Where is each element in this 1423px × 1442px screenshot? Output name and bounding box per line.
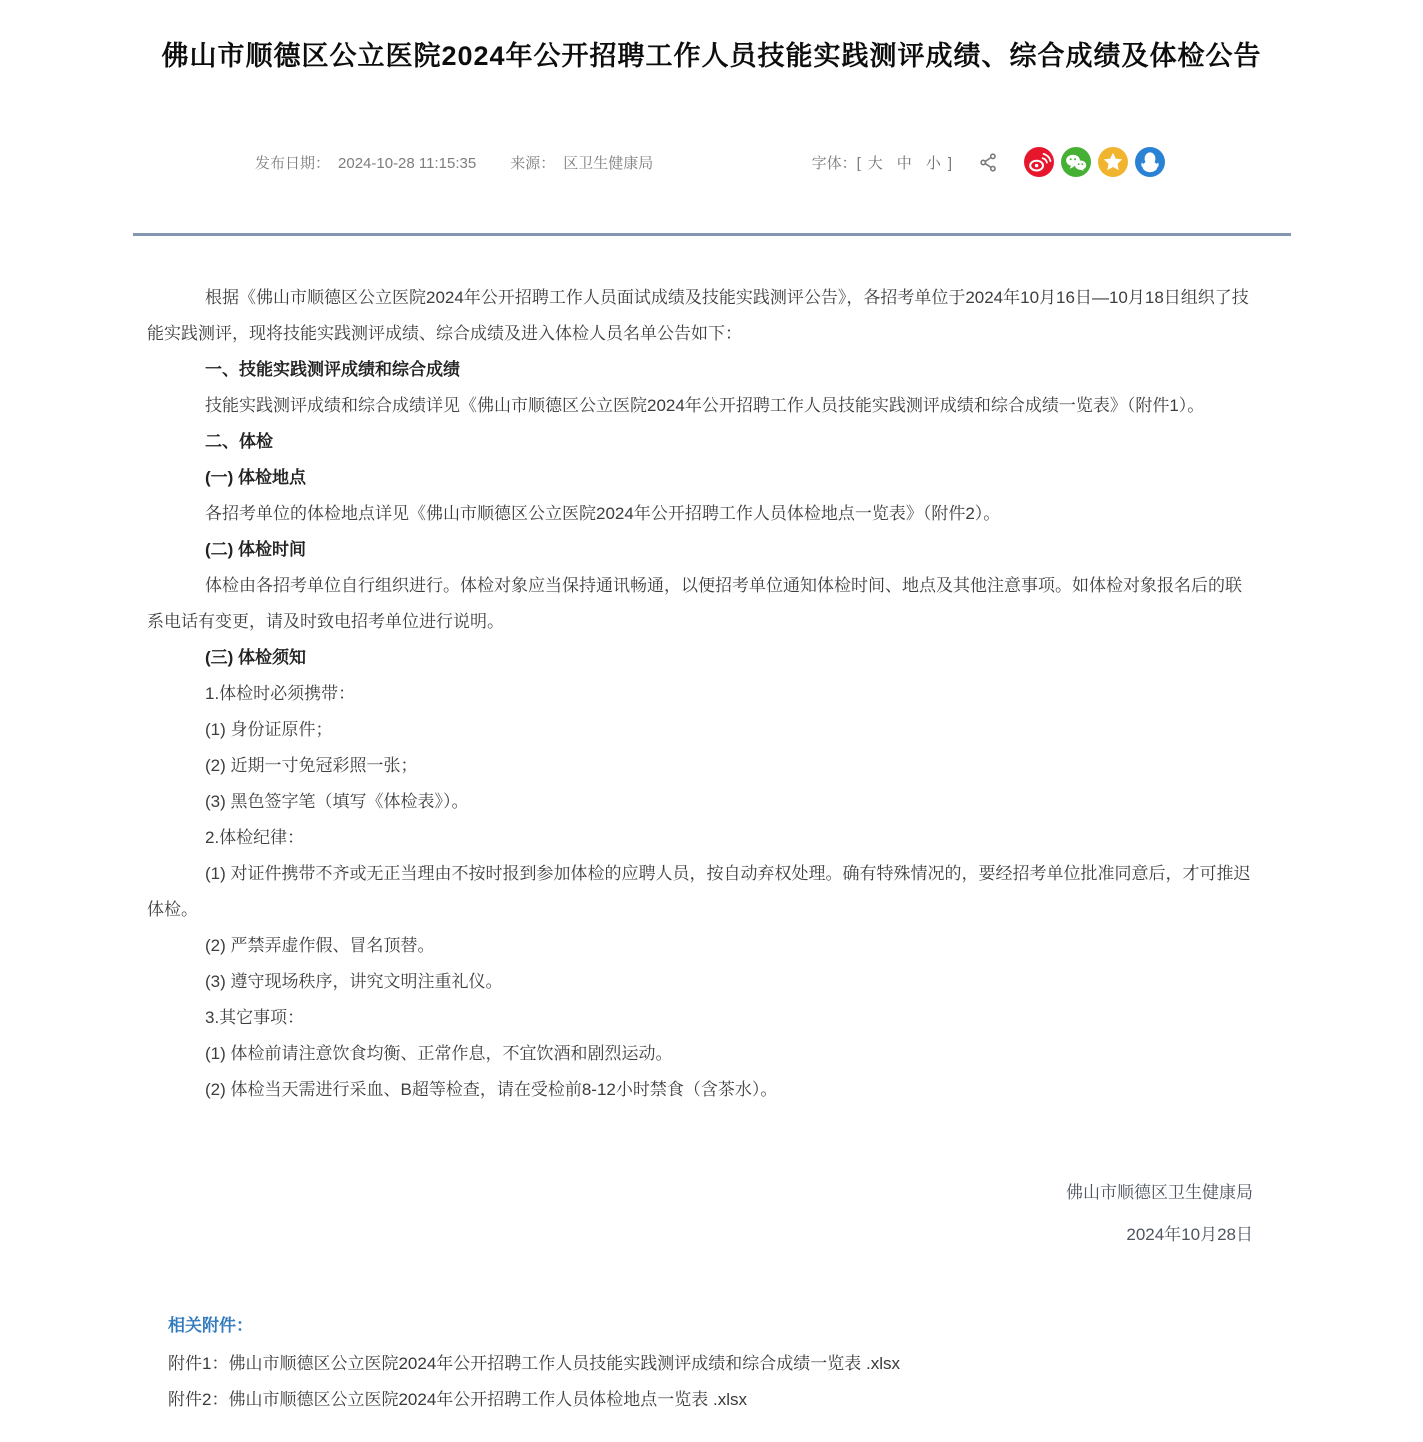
article-paragraph: 根据《佛山市顺德区公立医院2024年公开招聘工作人员面试成绩及技能实践测评公告》，各招考单位于2024年10月16日—10月18日组织了技能实践测评，现将技能实践测评成绩、综合成绩及进入体检人员名单公告如下： <box>147 288 1249 343</box>
article-paragraph: 3.其它事项： <box>205 1008 305 1027</box>
article-heading: (二) 体检时间 <box>205 540 307 559</box>
font-size-small-button[interactable]: 小 <box>925 154 941 172</box>
attachment-link[interactable]: 附件2：佛山市顺德区公立医院2024年公开招聘工作人员体检地点一览表 .xlsx <box>168 1390 747 1409</box>
article-paragraph: (1) 体检前请注意饮食均衡、正常作息，不宜饮酒和剧烈运动。 <box>205 1044 673 1063</box>
announcement-page <box>0 34 1423 1442</box>
publish-date-value: 2024-10-28 11:15:35 <box>338 154 477 172</box>
page-title: 佛山市顺德区公立医院2024年公开招聘工作人员技能实践测评成绩、综合成绩及体检公告 <box>161 41 1262 71</box>
article-paragraph: 技能实践测评成绩和综合成绩详见《佛山市顺德区公立医院2024年公开招聘工作人员技能实践测评成绩和综合成绩一览表》（附件1）。 <box>205 396 1205 415</box>
qq-share-icon[interactable] <box>1135 147 1165 177</box>
article-heading: (一) 体检地点 <box>205 468 307 487</box>
font-size-label: 字体：[ <box>811 154 861 172</box>
attachment-link[interactable]: 附件1：佛山市顺德区公立医院2024年公开招聘工作人员技能实践测评成绩和综合成绩一览表 .xlsx <box>168 1354 900 1373</box>
article-heading: 一、技能实践测评成绩和综合成绩 <box>205 360 460 379</box>
font-size-large-button[interactable]: 大 <box>867 154 883 172</box>
font-size-controls <box>812 152 952 173</box>
publish-date-label: 发布日期： <box>255 154 331 172</box>
font-size-medium-button[interactable]: 中 <box>896 154 912 172</box>
source-label: 来源： <box>510 154 556 172</box>
article-body <box>147 236 1253 1108</box>
publish-meta <box>255 152 653 173</box>
wechat-share-icon[interactable] <box>1061 147 1091 177</box>
article-paragraph: (2) 近期一寸免冠彩照一张； <box>205 756 418 775</box>
article-heading: 二、体检 <box>205 432 273 451</box>
article-paragraph: 1.体检时必须携带： <box>205 684 356 703</box>
article-paragraph: 2.体检纪律： <box>205 828 305 847</box>
source-value: 区卫生健康局 <box>563 154 654 172</box>
qzone-share-icon[interactable] <box>1098 147 1128 177</box>
article-paragraph: 各招考单位的体检地点详见《佛山市顺德区公立医院2024年公开招聘工作人员体检地点一览表》（附件2）。 <box>205 504 1001 523</box>
article-paragraph: (2) 严禁弄虚作假、冒名顶替。 <box>205 936 435 955</box>
article-paragraph: (1) 对证件携带不齐或无正当理由不按时报到参加体检的应聘人员，按自动弃权处理。确有特殊情况的，要经招考单位批准同意后，才可推迟体检。 <box>147 864 1251 919</box>
attachments-section <box>168 1308 1423 1442</box>
article-paragraph: (2) 体检当天需进行采血、B超等检查，请在受检前8-12小时禁食（含茶水）。 <box>205 1080 778 1099</box>
signature-block <box>147 1172 1253 1256</box>
article-heading: (三) 体检须知 <box>205 648 307 667</box>
article-paragraph: (1) 身份证原件； <box>205 720 333 739</box>
share-icon[interactable] <box>978 152 999 173</box>
article-paragraph: 体检由各招考单位自行组织进行。体检对象应当保持通讯畅通，以便招考单位通知体检时间、地点及其他注意事项。如体检对象报名后的联系电话有变更，请及时致电招考单位进行说明。 <box>147 576 1242 631</box>
font-size-bracket: ] <box>947 154 952 172</box>
attachments-label: 相关附件： <box>168 1316 253 1335</box>
share-toolbar <box>812 147 1165 177</box>
article-paragraph: (3) 遵守现场秩序，讲究文明注重礼仪。 <box>205 972 503 991</box>
article-paragraph: (3) 黑色签字笔（填写《体检表》）。 <box>205 792 469 811</box>
signature-date: 2024年10月28日 <box>1126 1225 1253 1244</box>
attachment-list <box>168 1346 1423 1418</box>
weibo-share-icon[interactable] <box>1024 147 1054 177</box>
meta-row <box>0 145 1423 179</box>
signature-org: 佛山市顺德区卫生健康局 <box>1066 1183 1253 1202</box>
